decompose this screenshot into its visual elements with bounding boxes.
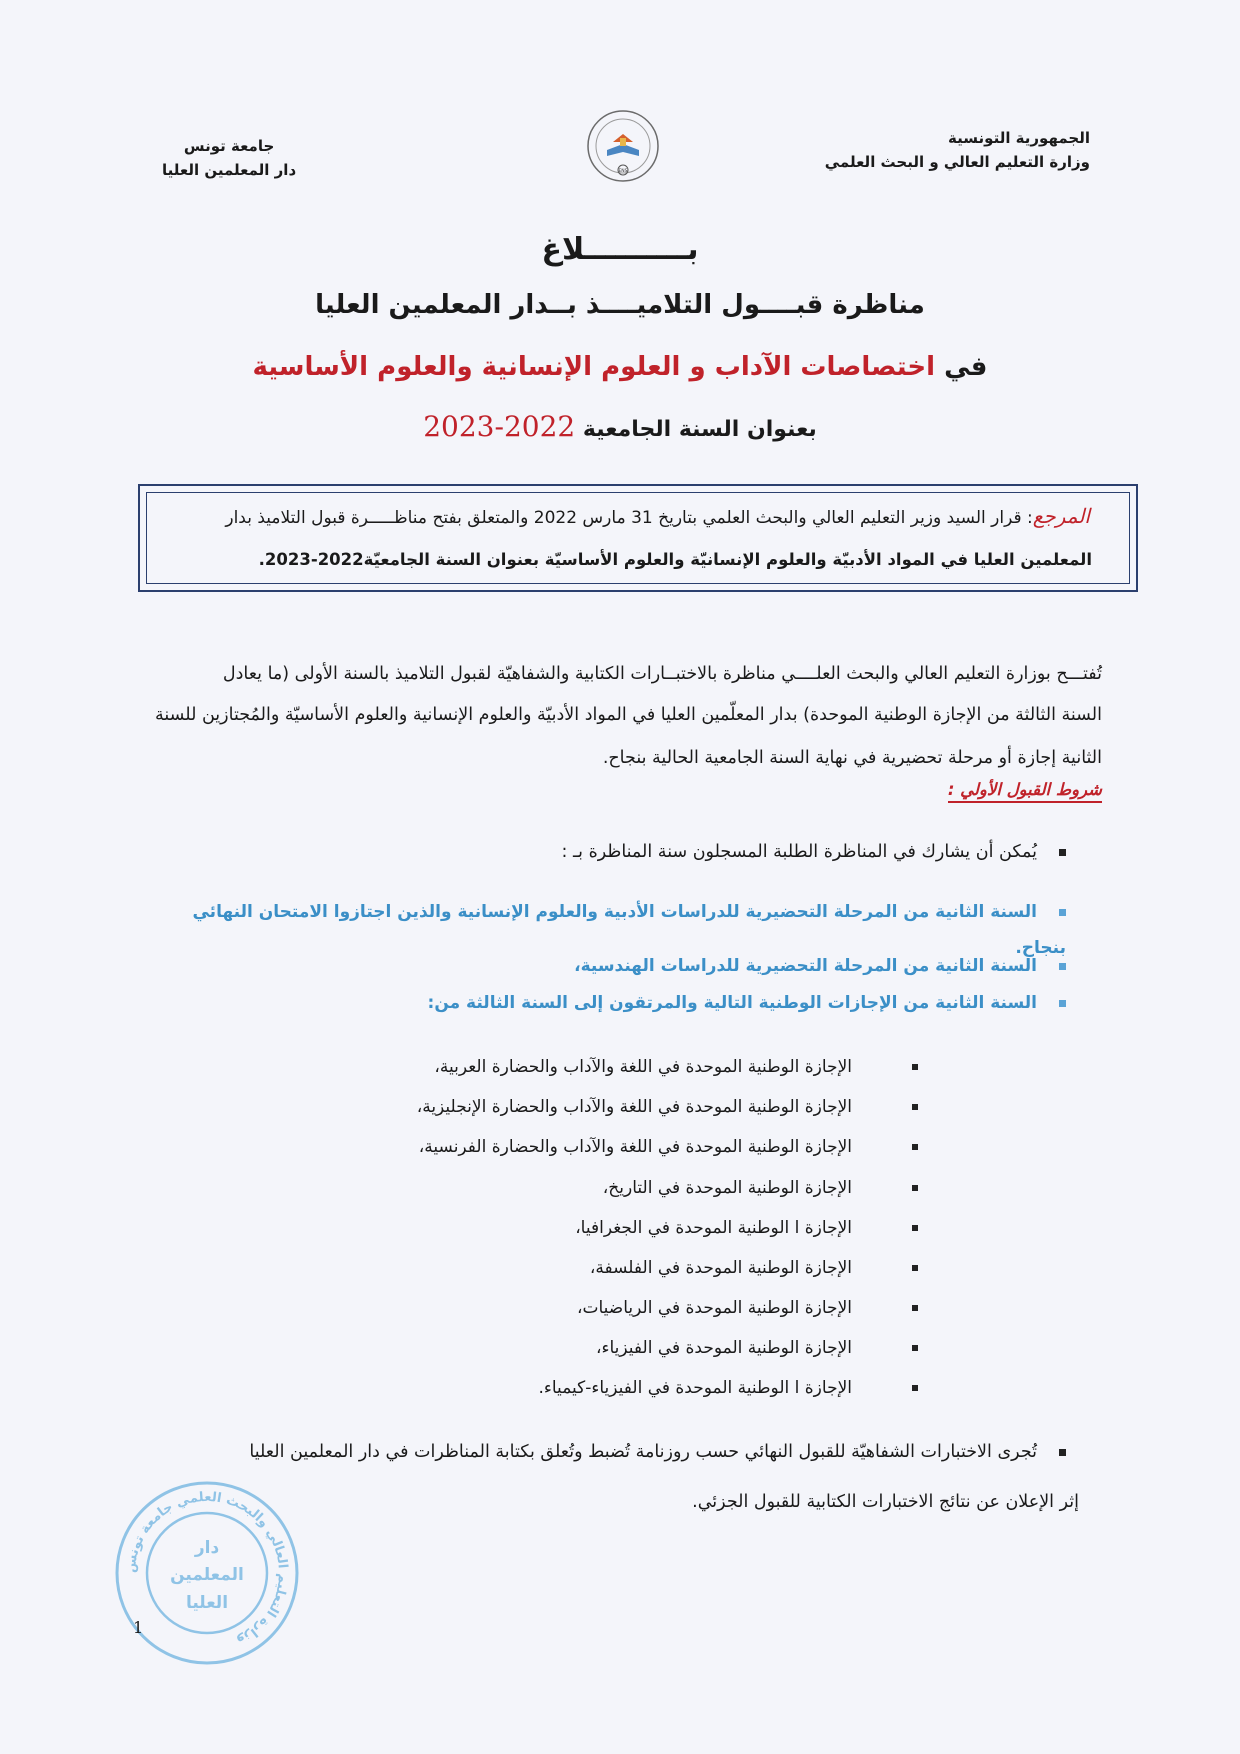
ens-logo — [585, 108, 661, 184]
specialties-title — [0, 352, 1240, 382]
bullet-square-icon — [912, 1144, 918, 1150]
bullet-square-icon — [912, 1385, 918, 1391]
bullet-square-icon — [1059, 849, 1066, 856]
page-number: 1 — [133, 1618, 144, 1637]
licence-item-text: الإجازة الوطنية الموحدة في التاريخ، — [602, 1178, 852, 1198]
bullet-square-icon — [1059, 1000, 1066, 1007]
condition-item-2 — [574, 956, 1066, 976]
licence-item — [575, 1218, 918, 1238]
specialties-list: اختصاصات الآداب و العلوم الإنسانية والعلوم الأساسية — [252, 352, 936, 382]
condition-item-3 — [428, 993, 1066, 1013]
licence-item-text: الإجازة الوطنية الموحدة في الرياضيات، — [576, 1298, 852, 1318]
intro-line-3: الثانية إجازة أو مرحلة تحضيرية في نهاية السنة الجامعية الحالية بنجاح. — [602, 748, 1102, 768]
licence-item-text: الإجازة الوطنية الموحدة في اللغة والآداب والحضارة الإنجليزية، — [416, 1097, 852, 1117]
header-republic: الجمهورية التونسية — [948, 129, 1090, 147]
licence-item-text: الإجازة الوطنية الموحدة في الفلسفة، — [589, 1258, 852, 1278]
oral-exams-line-1: تُجرى الاختبارات الشفاهيّة للقبول النهائي حسب روزنامة تُضبط وتُعلق بكتابة المناظرات في دار المعلمين العليا — [249, 1442, 1037, 1462]
licence-item — [577, 1298, 918, 1318]
stamp-center-3: العليا — [185, 1593, 229, 1613]
reference-text-1: : قرار السيد وزير التعليم العالي والبحث العلمي بتاريخ 31 مارس 2022 والمتعلق بفتح مناظـــــرة قبول التلاميذ بدار — [225, 508, 1033, 528]
licence-item-text: الإجازة ا الوطنية الموحدة في الفيزياء-كيمياء. — [538, 1378, 852, 1398]
licence-item — [417, 1097, 918, 1117]
bullet-square-icon — [1059, 1449, 1066, 1456]
conditions-title: شروط القبول الأولي : — [948, 780, 1102, 803]
licence-item-text: الإجازة ا الوطنية الموحدة في الجغرافيا، — [575, 1218, 852, 1238]
licence-item — [596, 1338, 918, 1358]
licence-item-text: الإجازة الوطنية الموحدة في اللغة والآداب والحضارة العربية، — [434, 1057, 852, 1077]
licence-item — [603, 1178, 918, 1198]
stamp-center-1: دار — [194, 1538, 220, 1558]
bullet-square-icon — [912, 1185, 918, 1191]
condition-item-1-text: السنة الثانية من المرحلة التحضيرية للدراسات الأدبية والعلوم الإنسانية والذين اجتازوا الامتحان النهائي بنجاح. — [192, 902, 1066, 958]
bullet-square-icon — [912, 1305, 918, 1311]
header-ministry — [825, 126, 1090, 174]
intro-line-2: السنة الثالثة من الإجازة الوطنية الموحدة) بدار المعلّمين العليا في المواد الأدبيّة والعلوم الإنسانية والعلوم الأساسيّة والمُجتازين للسنة — [155, 705, 1102, 725]
bullet-square-icon — [912, 1265, 918, 1271]
logo-abbr: ENS — [618, 169, 628, 174]
bullet-square-icon — [1059, 909, 1066, 916]
academic-year-title — [0, 410, 1240, 443]
intro-line-1: تُفتـــح بوزارة التعليم العالي والبحث العلــــي مناظرة بالاختبــارات الكتابية والشفاهيّة لقبول التلاميذ بالسنة الأولى (ما يعادل — [222, 664, 1102, 684]
bullet-square-icon — [912, 1345, 918, 1351]
academic-year-prefix: بعنوان السنة الجامعية — [575, 417, 817, 442]
reference-line-1 — [225, 504, 1090, 528]
header-university-name: جامعة تونس — [183, 137, 275, 155]
reference-box — [138, 484, 1138, 592]
reference-label: المرجع — [1032, 504, 1090, 528]
bullet-square-icon — [1059, 963, 1066, 970]
licence-item-text: الإجازة الوطنية الموحدة في اللغة والآداب والحضارة الفرنسية، — [418, 1137, 852, 1157]
header-university — [162, 134, 296, 182]
licence-item — [434, 1057, 918, 1077]
bullet-square-icon — [912, 1225, 918, 1231]
announcement-title: بــــــــــلاغ — [541, 232, 699, 267]
academic-year: 2022-2023 — [423, 410, 576, 443]
reference-line-2: المعلمين العليا في المواد الأدبيّة والعلوم الإنسانيّة والعلوم الأساسيّة بعنوان السنة الجامعيّة2022-2023. — [258, 550, 1092, 569]
bullet-square-icon — [912, 1064, 918, 1070]
stamp-center-2: المعلمين — [170, 1565, 244, 1585]
condition-item-3-text: السنة الثانية من الإجازات الوطنية التالية والمرتقون إلى السنة الثالثة من: — [427, 993, 1037, 1013]
header-ministry-name: وزارة التعليم العالي و البحث العلمي — [824, 153, 1090, 171]
specialties-prefix: في — [935, 352, 988, 382]
bullet-square-icon — [912, 1104, 918, 1110]
competition-title: مناظرة قبــــول التلاميــــذ بــدار المعلمين العليا — [315, 290, 925, 320]
stamp-ring-text: وزارة التعليم العالي والبحث العلمي جامعة تونس — [123, 1489, 291, 1649]
official-stamp — [112, 1478, 302, 1668]
licence-item-text: الإجازة الوطنية الموحدة في الفيزياء، — [596, 1338, 852, 1358]
conditions-lead — [562, 842, 1066, 862]
header-school-name: دار المعلمين العليا — [162, 161, 297, 179]
conditions-lead-text: يُمكن أن يشارك في المناظرة الطلبة المسجلون سنة المناظرة بـ : — [561, 842, 1037, 862]
oral-exams-line-2: إثر الإعلان عن نتائج الاختبارات الكتابية للقبول الجزئي. — [692, 1492, 1079, 1512]
licence-item — [419, 1137, 918, 1157]
oral-exams-item — [249, 1442, 1066, 1462]
licence-item — [538, 1378, 918, 1398]
licence-item — [590, 1258, 918, 1278]
condition-item-2-text: السنة الثانية من المرحلة التحضيرية للدراسات الهندسية، — [574, 956, 1037, 976]
